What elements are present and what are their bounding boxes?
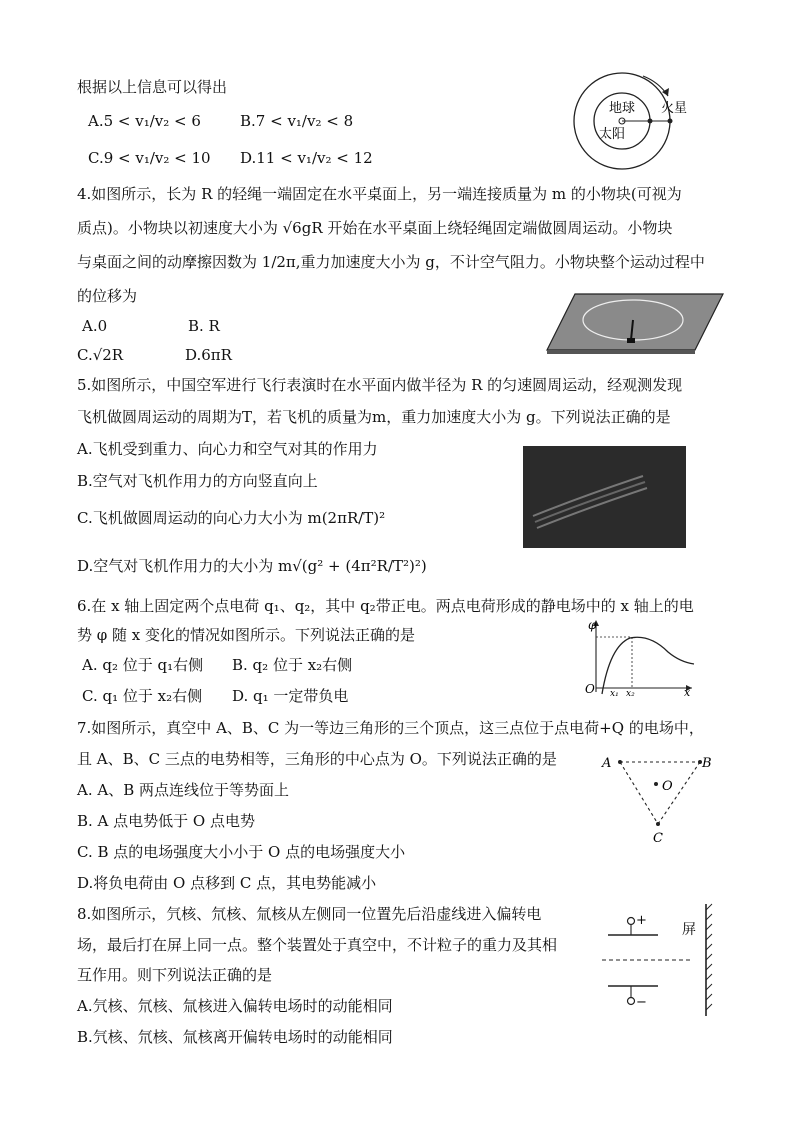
orbit-figure: [565, 66, 705, 176]
q3-option-b: B.7 < v₁/v₂ < 8: [240, 112, 354, 130]
label-mars: 火星: [661, 101, 688, 116]
plus-sign: +: [636, 913, 647, 928]
label-earth: 地球: [609, 101, 636, 116]
q7-option-b: B. A 点电势低于 O 点电势: [77, 812, 255, 830]
q4-line-4: 的位移为: [77, 287, 138, 305]
intro-text: 根据以上信息可以得出: [77, 78, 228, 96]
q5-option-b: B.空气对飞机作用力的方向竖直向上: [77, 472, 318, 490]
label-x2: x₂: [626, 689, 635, 698]
label-a: A: [602, 756, 612, 771]
point-c: [656, 822, 660, 826]
block: [627, 338, 635, 343]
point-a: [618, 760, 622, 764]
q6-line-2: 势 φ 随 x 变化的情况如图所示。下列说法正确的是: [77, 626, 416, 644]
q8-option-b: B.氕核、氘核、氚核离开偏转电场时的动能相同: [77, 1028, 393, 1046]
point-o: [654, 782, 658, 786]
q4-option-a: A.0: [82, 317, 108, 335]
label-x1: x₁: [610, 689, 619, 698]
phi-curve: [602, 637, 694, 694]
q8-line-2: 场，最后打在屏上同一点。整个装置处于真空中，不计粒子的重力及其相: [77, 936, 558, 954]
q7-line-2: 且 A、B、C 三点的电势相等，三角形的中心点为 O。下列说法正确的是: [77, 750, 557, 768]
q6-option-c: C. q₁ 位于 x₂右侧: [82, 687, 203, 705]
q4-line-2: 质点)。小物块以初速度大小为 √6gR 开始在水平桌面上绕轻绳固定端做圆周运动。小物块: [77, 219, 673, 237]
label-origin: O: [585, 682, 595, 696]
screen-label: 屏: [682, 922, 696, 938]
q4-line-3: 与桌面之间的动摩擦因数为 1/2π,重力加速度大小为 g，不计空气阻力。小物块整个运动过程中: [77, 253, 705, 271]
q3-option-c: C.9 < v₁/v₂ < 10: [88, 149, 211, 167]
label-sun: 太阳: [599, 127, 626, 142]
negative-terminal: [628, 998, 635, 1005]
potential-graph: [580, 616, 700, 698]
screen-hatching: [706, 904, 712, 1010]
q3-option-d: D.11 < v₁/v₂ < 12: [240, 149, 373, 167]
q8-line-3: 互作用。则下列说法正确的是: [77, 966, 273, 984]
q7-option-d: D.将负电荷由 O 点移到 C 点，其电势能减小: [77, 874, 377, 892]
q8-option-a: A.氕核、氘核、氚核进入偏转电场时的动能相同: [77, 997, 393, 1015]
q6-option-b: B. q₂ 位于 x₂右侧: [232, 656, 353, 674]
minus-sign: −: [636, 995, 647, 1010]
q5-line-2: 飞机做圆周运动的周期为T，若飞机的质量为m，重力加速度大小为 g。下列说法正确的是: [77, 408, 671, 426]
q4-line-1: 4.如图所示，长为 R 的轻绳一端固定在水平桌面上，另一端连接质量为 m 的小物块(可视为: [77, 185, 682, 203]
label-phi: φ: [588, 618, 597, 632]
q4-option-c: C.√2R: [77, 346, 124, 364]
triangle-figure: [598, 750, 718, 845]
side-ac: [620, 762, 658, 824]
earth-dot: [648, 119, 653, 124]
q5-line-1: 5.如图所示，中国空军进行飞行表演时在水平面内做半径为 R 的匀速圆周运动，经观测发现: [77, 376, 683, 394]
q6-line-1: 6.在 x 轴上固定两个点电荷 q₁、q₂，其中 q₂带正电。两点电荷形成的静电场中的 x 轴上的电: [77, 597, 694, 615]
q7-line-1: 7.如图所示，真空中 A、B、C 为一等边三角形的三个顶点，这三点位于点电荷+Q 的电场中，: [77, 719, 704, 737]
airshow-photo: [523, 446, 686, 548]
q4-option-d: D.6πR: [185, 346, 232, 364]
q6-option-d: D. q₁ 一定带负电: [232, 687, 349, 705]
positive-terminal: [628, 918, 635, 925]
mars-dot: [668, 119, 673, 124]
label-b: B: [702, 756, 712, 771]
label-c: C: [653, 831, 663, 845]
label-x: x: [684, 686, 691, 698]
photo-background: [523, 446, 686, 548]
q5-option-c: C.飞机做圆周运动的向心力大小为 m(2πR/T)²: [77, 509, 386, 527]
q5-option-d: D.空气对飞机作用力的大小为 m√(g² + (4π²R/T²)²): [77, 557, 427, 575]
table-figure: [545, 290, 725, 355]
label-o: O: [662, 779, 673, 794]
q3-option-a: A.5 < v₁/v₂ < 6: [88, 112, 201, 130]
q6-option-a: A. q₂ 位于 q₁右侧: [82, 656, 204, 674]
deflection-figure: [600, 900, 715, 1020]
q7-option-a: A. A、B 两点连线位于等势面上: [77, 781, 289, 799]
q7-option-c: C. B 点的电场强度大小小于 O 点的电场强度大小: [77, 843, 406, 861]
table-edge: [547, 350, 695, 354]
q4-option-b: B. R: [188, 317, 220, 335]
q5-option-a: A.飞机受到重力、向心力和空气对其的作用力: [77, 440, 378, 458]
q8-line-1: 8.如图所示，氕核、氘核、氚核从左侧同一位置先后沿虚线进入偏转电: [77, 905, 542, 923]
